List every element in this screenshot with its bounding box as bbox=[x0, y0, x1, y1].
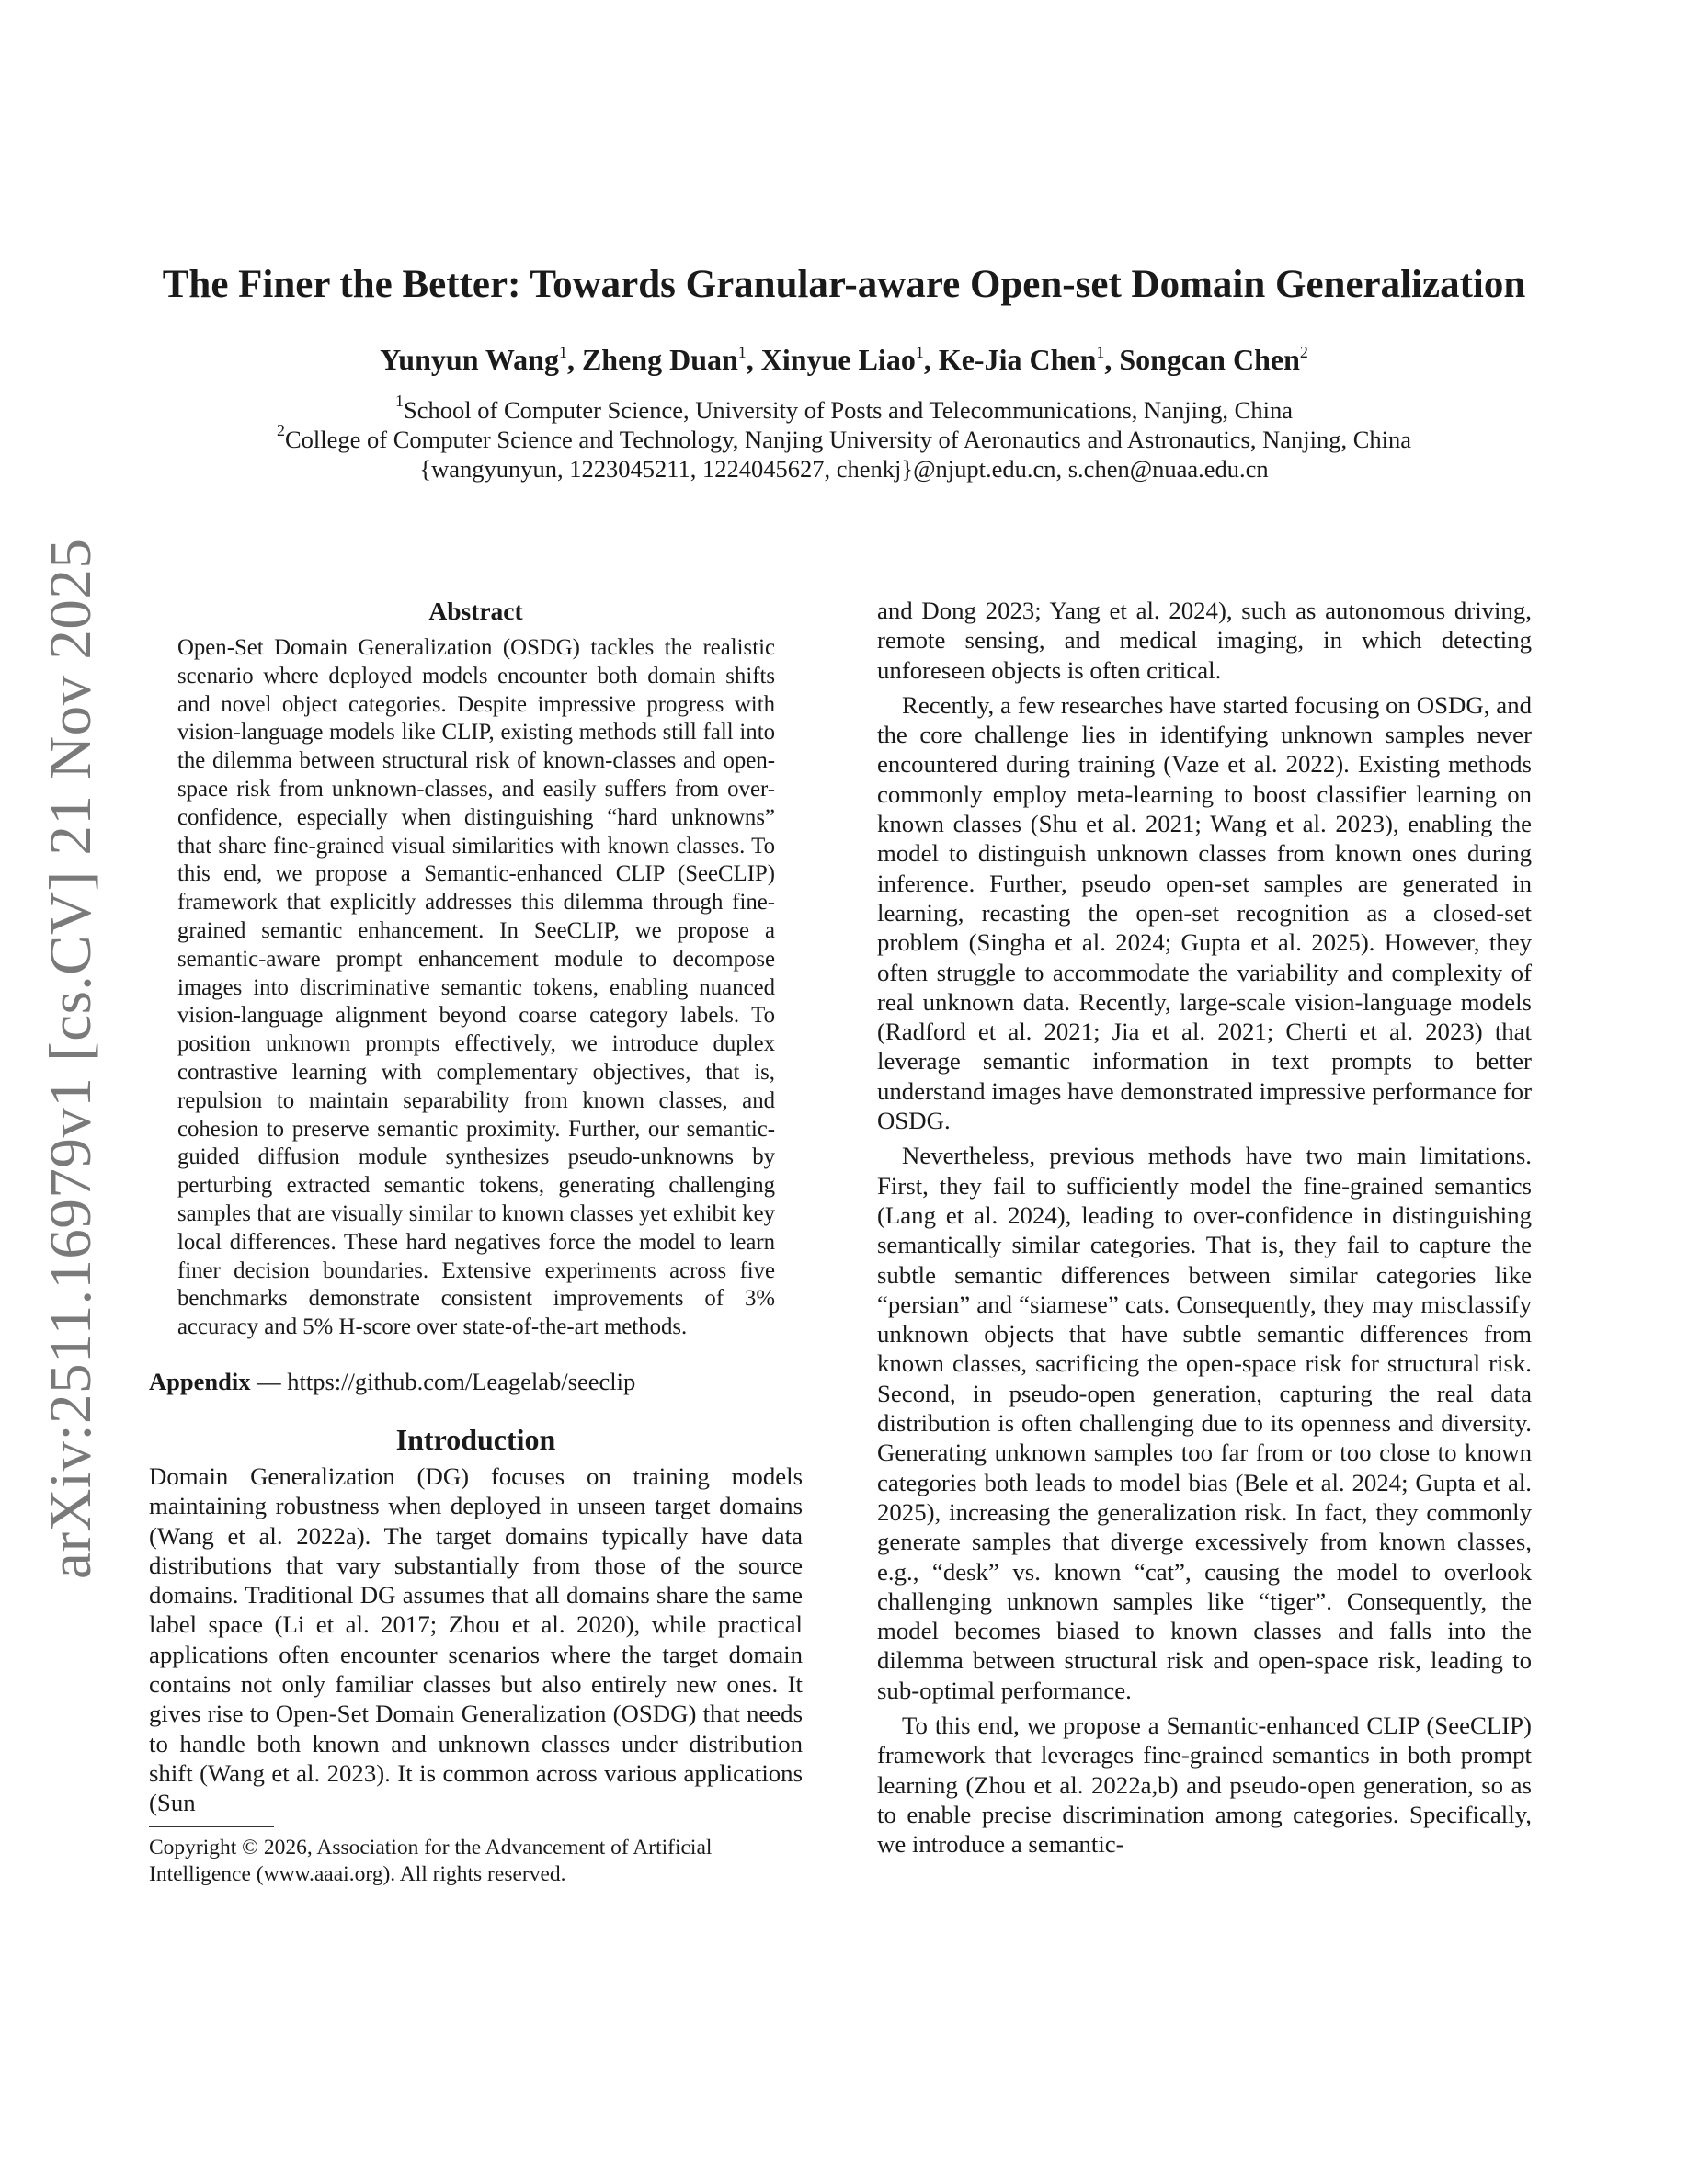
introduction-paragraph: Domain Generalization (DG) focuses on training models maintaining robustness when deployed in unseen target domains (Wang et al. 2022a). The target domains typically have data distributions that vary substantially from those of the source domains. Traditional DG assumes that all domains share the same label space (Li et al. 2017; Zhou et al. 2020), while practical applications often encounter scenarios where the target domain contains not only familiar classes but also entirely new ones. It gives rise to Open-Set Domain Generalization (OSDG) that needs to handle both known and unknown classes under distribution shift (Wang et al. 2023). It is common across various applications (Sun bbox=[149, 1462, 803, 1817]
author-affiliation-mark: 1 bbox=[558, 343, 567, 361]
author-name: Xinyue Liao bbox=[760, 343, 916, 376]
author-name: Yunyun Wang bbox=[380, 343, 559, 376]
affiliation-mark: 2 bbox=[277, 421, 285, 439]
introduction-heading: Introduction bbox=[395, 1422, 556, 1456]
body-paragraph: To this end, we propose a Semantic-enhanced CLIP (SeeCLIP) framework that leverages fine-grained semantics in both prompt learning (Zhou et al. 2022a,b) and pseudo-open generation, so as to enable precise discrimination among categories. Specifically, we introduce a semantic- bbox=[877, 1711, 1532, 1859]
appendix-line bbox=[149, 1366, 803, 1397]
copyright-notice: Copyright © 2026, Association for the Advancement of Artificial Intelligence (www.aaai.org). All rights reserved. bbox=[149, 1836, 713, 1887]
body-paragraph: Recently, a few researches have started focusing on OSDG, and the core challenge lies in identifying unknown samples never encountered during training (Vaze et al. 2022). Existing methods commonly employ meta-learning to boost classifier learning on known classes (Shu et al. 2021; Wang et al. 2023), enabling the model to distinguish unknown classes from known ones during inference. Further, pseudo open-set samples are generated in learning, recasting the open-set recognition as a closed-set problem (Singha et al. 2024; Gupta et al. 2025). However, they often struggle to accommodate the variability and complexity of real unknown data. Recently, large-scale vision-language models (Radford et al. 2021; Jia et al. 2021; Cherti et al. 2023) that leverage semantic information in text prompts to better understand images have demonstrated impressive performance for OSDG. bbox=[877, 690, 1532, 1135]
abstract-heading: Abstract bbox=[428, 597, 523, 625]
appendix-label: Appendix bbox=[149, 1367, 251, 1395]
right-column bbox=[877, 596, 1532, 1859]
author-name: Ke-Jia Chen bbox=[938, 343, 1097, 376]
arxiv-identifier: arXiv:2511.16979v1 [cs.CV] 21 Nov 2025 bbox=[38, 538, 104, 1579]
affiliation-2 bbox=[110, 421, 1578, 454]
author-affiliation-mark: 1 bbox=[915, 343, 924, 361]
footnote-divider bbox=[149, 1826, 274, 1827]
affiliation-mark: 1 bbox=[395, 392, 405, 410]
author-emails: {wangyunyun, 1223045211, 1224045627, chenkj}@njupt.edu.cn, s.chen@nuaa.edu.cn bbox=[419, 455, 1269, 483]
body-paragraph: Nevertheless, previous methods have two main limitations. First, they fail to sufficiently model the fine-grained semantics (Lang et al. 2024), leading to over-confidence in distinguishing semantically similar categories. That is, they fail to capture the subtle semantic differences between similar categories like “persian” and “siamese” cats. Consequently, they may misclassify unknown objects that have subtle semantic differences from known classes, sacrificing the open-space risk for structural risk. Second, in pseudo-open generation, capturing the real data distribution is often challenging due to its openness and diversity. Generating unknown samples too far from or too close to known categories both leads to model bias (Bele et al. 2024; Gupta et al. 2025), increasing the generalization risk. In fact, they commonly generate samples that diverge excessively from known classes, e.g., “desk” vs. known “cat”, causing the model to overlook challenging unknown samples like “tiger”. Consequently, the model becomes biased to known classes and falls into the dilemma between structural risk and open-space risk, leading to sub-optimal performance. bbox=[877, 1142, 1532, 1704]
author-name: Zheng Duan bbox=[581, 343, 738, 376]
affiliations bbox=[110, 392, 1578, 483]
author-name: Songcan Chen bbox=[1119, 343, 1300, 376]
affiliation-text: School of Computer Science, University of Posts and Telecommunications, Nanjing, China bbox=[404, 396, 1293, 424]
abstract-text: Open-Set Domain Generalization (OSDG) tackles the realistic scenario where deployed models encounter both domain shifts and novel object categories. Despite impressive progress with vision-language models like CLIP, existing methods still fall into the dilemma between structural risk of known-classes and open-space risk from unknown-classes, and easily suffers from over-confidence, especially when distinguishing “hard unknowns” that share fine-grained visual similarities with known classes. To this end, we propose a Semantic-enhanced CLIP (SeeCLIP) framework that explicitly addresses this dilemma through fine-grained semantic enhancement. In SeeCLIP, we propose a semantic-aware prompt enhancement module to decompose images into discriminative semantic tokens, enabling nuanced vision-language alignment beyond coarse category labels. To position unknown prompts effectively, we introduce duplex contrastive learning with complementary objectives, that is, repulsion to maintain separability from known classes, and cohesion to preserve semantic proximity. Further, our semantic-guided diffusion module synthesizes pseudo-unknowns by perturbing extracted semantic tokens, generating challenging samples that are visually similar to known classes yet exhibit key local differences. These hard negatives force the model to learn finer decision boundaries. Extensive experiments across five benchmarks demonstrate consistent improvements of 3% accuracy and 5% H-score over state-of-the-art methods. bbox=[177, 635, 775, 1340]
paper-title: The Finer the Better: Towards Granular-aware Open-set Domain Generalization bbox=[162, 263, 1526, 306]
body-paragraph: and Dong 2023; Yang et al. 2024), such as autonomous driving, remote sensing, and medical imaging, in which detecting unforeseen objects is often critical. bbox=[877, 597, 1532, 684]
author-affiliation-mark: 1 bbox=[1096, 343, 1105, 361]
affiliation-text: College of Computer Science and Technology, Nanjing University of Aeronautics and Astronautics, Nanjing, China bbox=[285, 426, 1411, 453]
appendix-link[interactable]: — https://github.com/Leagelab/seeclip bbox=[250, 1367, 636, 1395]
affiliation-1 bbox=[110, 392, 1578, 425]
author-affiliation-mark: 2 bbox=[1299, 343, 1308, 361]
author-list: Yunyun Wang$^1$, Zheng Duan$^1$, Xinyue Liao$^1$, Ke-Jia Chen$^1$, Songcan Chen$^2$ bbox=[380, 343, 1308, 376]
left-column bbox=[149, 596, 803, 1888]
author-affiliation-mark: 1 bbox=[737, 343, 747, 361]
